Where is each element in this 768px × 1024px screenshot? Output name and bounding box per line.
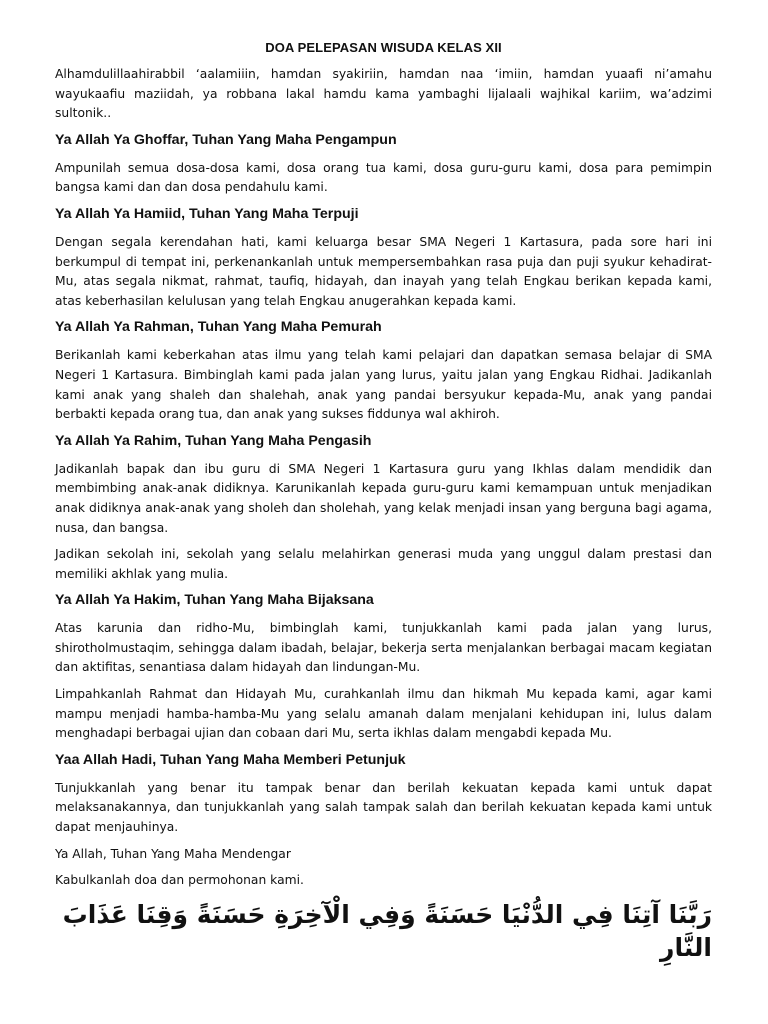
- section-heading: Ya Allah Ya Rahman, Tuhan Yang Maha Pemurah: [55, 319, 382, 336]
- section-paragraph: Limpahkanlah Rahmat dan Hidayah Mu, curahkanlah ilmu dan hikmah Mu kepada kami, agar kami mampu menjadi hamba-hamba-Mu yang selalu amanah dalam menjalani kehidupan ini, lulus dalam menghadapi berbagai ujian dan cobaan dari Mu, serta ikhlas dalam mengabdi kepada Mu.: [55, 687, 712, 741]
- closing-line: Ya Allah, Tuhan Yang Maha Mendengar: [55, 846, 291, 861]
- closing-line: Kabulkanlah doa dan permohonan kami.: [55, 873, 304, 888]
- document-page: [55, 40, 712, 964]
- section-paragraph: Jadikanlah bapak dan ibu guru di SMA Negeri 1 Kartasura guru yang Ikhlas dalam mendidik dan membimbing anak-anak didiknya. Karunikanlah kepada guru-guru kami kemampuan untuk menjadikan anak didiknya anak-anak yang sholeh dan sholehah, yang kelak menjadi insan yang berguna bagi agama, nusa, dan bangsa.: [55, 461, 712, 535]
- arabic-prayer: رَبَّنَا آتِنَا فِي الدُّنْيَا حَسَنَةً وَفِي الْآخِرَةِ حَسَنَةً وَقِنَا عَذَابَ النَّارِ: [62, 899, 712, 962]
- section-paragraph: Ampunilah semua dosa-dosa kami, dosa orang tua kami, dosa guru-guru kami, dosa para pemimpin bangsa kami dan dan dosa pendahulu kami.: [55, 160, 712, 195]
- section-heading: Ya Allah Ya Ghoffar, Tuhan Yang Maha Pengampun: [55, 131, 397, 148]
- section-heading: Ya Allah Ya Hamiid, Tuhan Yang Maha Terpuji: [55, 205, 359, 222]
- section-paragraph: Berikanlah kami keberkahan atas ilmu yang telah kami pelajari dan dapatkan semasa belajar di SMA Negeri 1 Kartasura. Bimbinglah kami pada jalan yang lurus, yaitu jalan yang Engkau Ridhai. Jadikanlah kami anak yang shaleh dan shalehah, anak yang pandai bersyukur kepada-Mu, anak yang pandai berbakti kepada orang tua, dan anak yang sukses fiddunya wal akhiroh.: [55, 348, 712, 422]
- section-paragraph: Tunjukkanlah yang benar itu tampak benar dan berilah kekuatan kepada kami untuk dapat melaksanakannya, dan tunjukkanlah yang salah tampak salah dan berilah kekuatan kepada kami untuk dapat menjauhinya.: [55, 780, 712, 835]
- section-paragraph: Atas karunia dan ridho-Mu, bimbinglah kami, tunjukkanlah kami pada jalan yang lurus, shirotholmustaqim, sehingga dalam ibadah, belajar, bekerja serta menjalankan berbagai macam kegiatan dan aktifitas, senantiasa dalam hidayah dan lindungan-Mu.: [55, 621, 712, 675]
- section-heading: Ya Allah Ya Rahim, Tuhan Yang Maha Pengasih: [55, 432, 372, 449]
- section-paragraph: Dengan segala kerendahan hati, kami keluarga besar SMA Negeri 1 Kartasura, pada sore hari ini berkumpul di tempat ini, perkenankanlah untuk mempersembahkan rasa puja dan puji syukur kehadirat-Mu, atas segala nikmat, rahmat, taufiq, hidayah, dan inayah yang telah Engkau berikan kepada kami, atas keberhasilan kelulusan yang telah Engkau anugerahkan kepada kami.: [55, 234, 712, 308]
- section-heading: Yaa Allah Hadi, Tuhan Yang Maha Memberi Petunjuk: [55, 751, 406, 768]
- section-heading: Ya Allah Ya Hakim, Tuhan Yang Maha Bijaksana: [55, 592, 374, 609]
- section-paragraph: Jadikan sekolah ini, sekolah yang selalu melahirkan generasi muda yang unggul dalam prestasi dan memiliki akhlak yang mulia.: [55, 547, 712, 581]
- opening-paragraph: Alhamdulillaahirabbil ‘aalamiiin, hamdan syakiriin, hamdan naa ‘imiin, hamdan yuaafi ni’amahu wayukaafiu maziidah, ya robbana lakal hamdu kama yambaghi lijalaali wajhikal kariim, wa’adzimi sultonik..: [55, 67, 712, 121]
- document-title: DOA PELEPASAN WISUDA KELAS XII: [265, 40, 502, 55]
